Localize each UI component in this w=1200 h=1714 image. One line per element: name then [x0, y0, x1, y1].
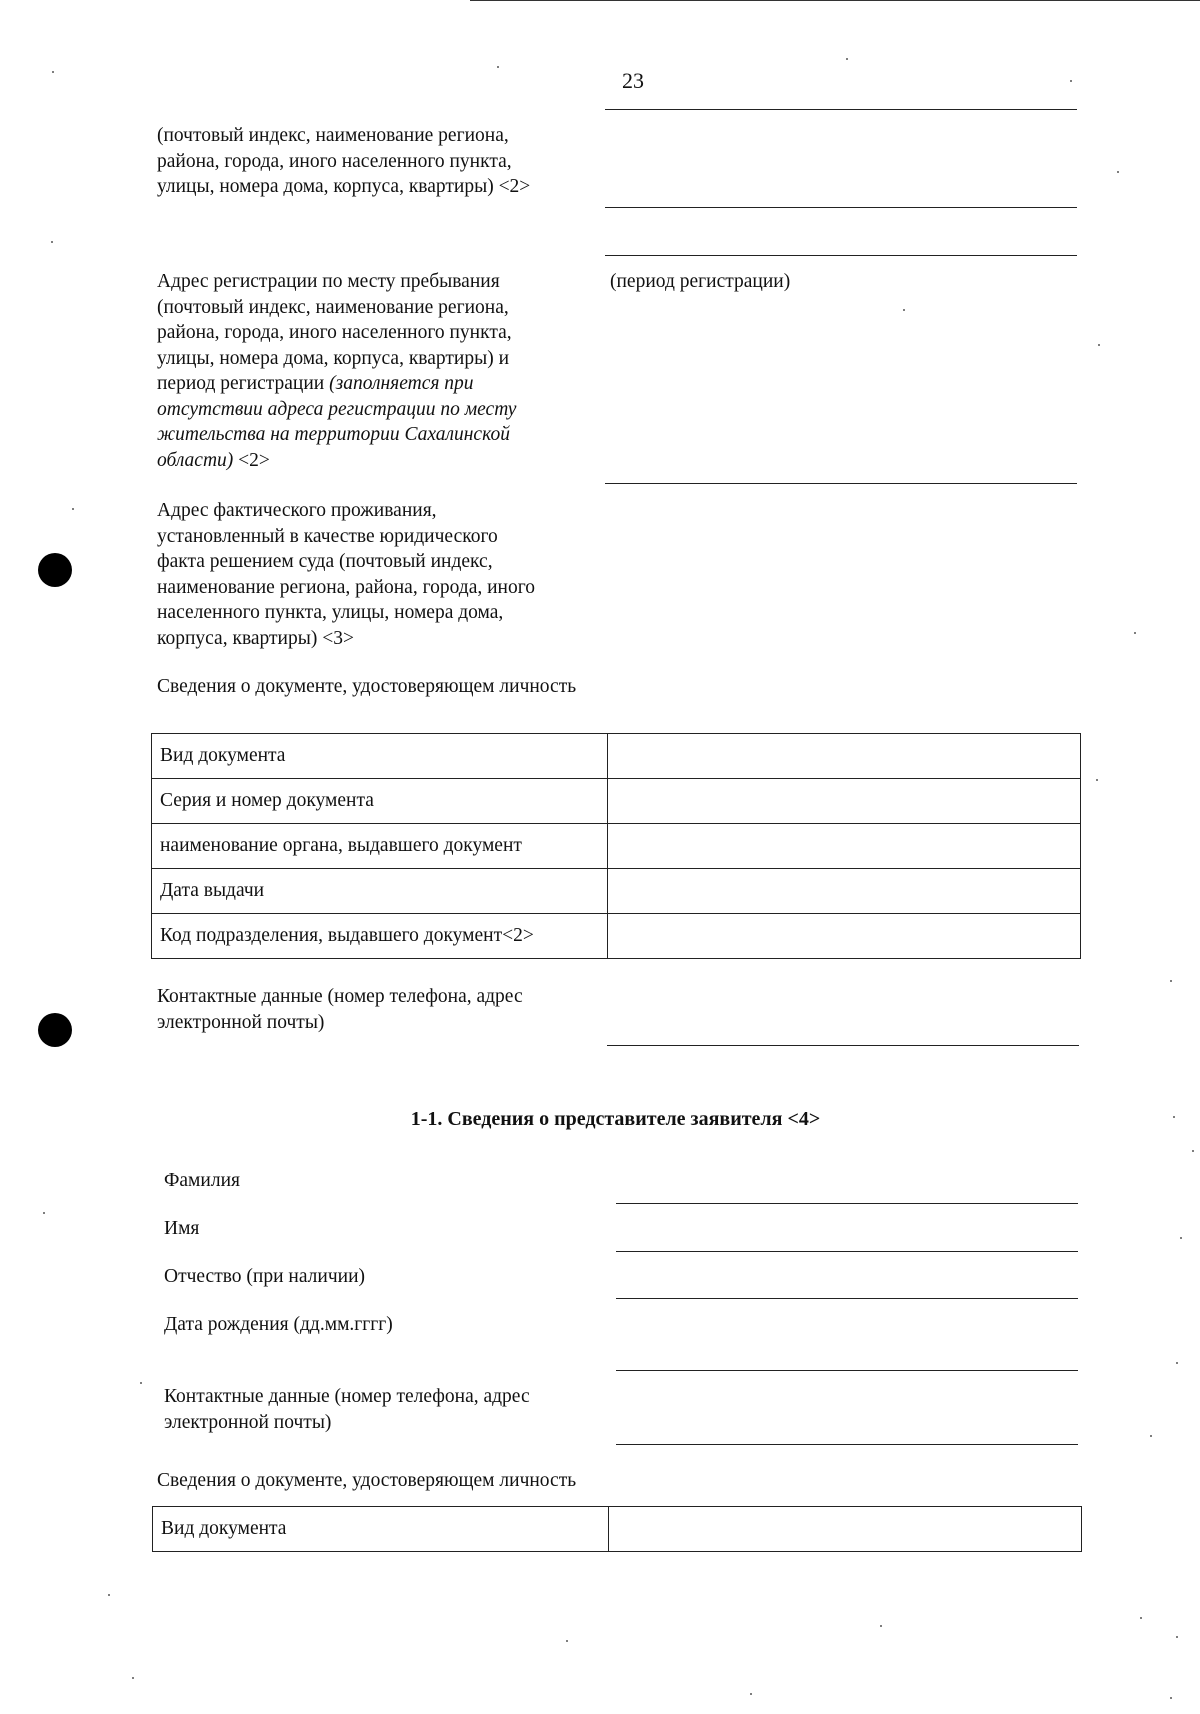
actual-address-line: корпуса, квартиры) <3> [157, 627, 354, 649]
table-row [152, 869, 1081, 914]
scan-speck [72, 508, 74, 510]
actual-address-line: Адрес фактического проживания, [157, 500, 437, 521]
stay-address-input-line[interactable] [605, 483, 1077, 484]
doc-number-field[interactable] [608, 779, 1081, 824]
rep-name-label: Имя [164, 1218, 200, 1239]
scan-top-edge [470, 0, 1200, 1]
table-row [152, 914, 1081, 959]
actual-address-line: наименование региона, района, города, иного [157, 576, 535, 598]
rep-doc-type-label: Вид документа [153, 1507, 609, 1552]
rep-name-input-line[interactable] [616, 1251, 1078, 1252]
scan-speck [1173, 1116, 1175, 1118]
rep-birthdate-input-line[interactable] [616, 1370, 1078, 1371]
rep-doc-type-field[interactable] [609, 1507, 1082, 1552]
scan-speck [1070, 80, 1072, 82]
stay-address-line [157, 448, 516, 474]
scan-speck [108, 1594, 110, 1596]
stay-address-line [157, 397, 516, 423]
contacts-line: Контактные данные (номер телефона, адрес [157, 986, 523, 1007]
table-row [153, 1507, 1082, 1552]
rep-contacts-line: электронной почты) [164, 1411, 332, 1433]
rep-contacts-line: Контактные данные (номер телефона, адрес [164, 1386, 530, 1407]
address-input-line[interactable] [605, 207, 1077, 208]
address-input-line-2[interactable] [605, 255, 1077, 256]
stay-address-line: улицы, номера дома, корпуса, квартиры) и [157, 347, 509, 369]
stay-address-note: отсутствии адреса регистрации по месту [157, 398, 517, 420]
identity-doc-table [151, 733, 1081, 959]
address-hint [157, 123, 530, 200]
scan-speck [140, 1382, 142, 1384]
rep-surname-input-line[interactable] [616, 1203, 1078, 1204]
scan-speck [51, 241, 53, 243]
contacts-label [157, 984, 523, 1035]
identity-doc-title: Сведения о документе, удостоверяющем личность [157, 676, 577, 697]
period-label: (период регистрации) [610, 271, 791, 292]
stay-address-line: Адрес регистрации по месту пребывания [157, 271, 500, 292]
table-row [152, 824, 1081, 869]
scan-speck [497, 66, 499, 68]
stay-address-note: (заполняется при [329, 373, 474, 394]
scan-speck [1140, 1617, 1142, 1619]
scan-speck [1170, 980, 1172, 982]
representative-heading: 1-1. Сведения о представителе заявителя <4> [410, 1108, 821, 1130]
stay-address-text: период регистрации [157, 373, 330, 394]
page-number: 23 [622, 68, 644, 93]
scan-speck [1096, 779, 1098, 781]
scan-speck [1176, 1362, 1178, 1364]
rep-patronymic-label: Отчество (при наличии) [164, 1266, 366, 1287]
rep-contacts-label [164, 1384, 530, 1435]
doc-issuer-field[interactable] [608, 824, 1081, 869]
scan-speck [1180, 1237, 1182, 1239]
address-hint-line: улицы, номера дома, корпуса, квартиры) <2> [157, 176, 531, 197]
table-row [152, 734, 1081, 779]
scan-speck [1192, 1150, 1194, 1152]
doc-issuer-label: наименование органа, выдавшего документ [152, 824, 608, 869]
stay-address-line [157, 371, 516, 397]
scan-speck [52, 71, 54, 73]
rep-patronymic-input-line[interactable] [616, 1298, 1078, 1299]
contacts-line: электронной почты) [157, 1011, 325, 1033]
table-row [152, 779, 1081, 824]
doc-type-label: Вид документа [152, 734, 608, 779]
scan-speck [1176, 1636, 1178, 1638]
actual-address-line: населенного пункта, улицы, номера дома, [157, 602, 504, 623]
stay-address-note: области) [157, 449, 234, 471]
actual-address-line: факта решением суда (почтовый индекс, [157, 551, 493, 572]
scan-speck [132, 1677, 134, 1679]
scan-speck [1098, 344, 1100, 346]
rep-contacts-input-line[interactable] [616, 1444, 1078, 1445]
scan-speck [1150, 1435, 1152, 1437]
address-hint-line: (почтовый индекс, наименование региона, [157, 125, 509, 146]
rep-birthdate-label: Дата рождения (дд.мм.гггг) [164, 1314, 393, 1335]
rep-identity-doc-title: Сведения о документе, удостоверяющем личность [157, 1470, 577, 1491]
stay-address-line: района, города, иного населенного пункта, [157, 322, 512, 343]
scan-speck [1134, 632, 1136, 634]
stay-address-line: (почтовый индекс, наименование региона, [157, 296, 509, 318]
scan-speck [903, 309, 905, 311]
stay-address-note: жительства на территории Сахалинской [157, 424, 510, 445]
scan-speck [750, 1693, 752, 1695]
actual-address-line: установленный в качестве юридического [157, 525, 498, 547]
scan-speck [846, 58, 848, 60]
stay-address-line [157, 422, 516, 448]
stay-address-label [157, 269, 516, 473]
stay-address-text: <2> [233, 449, 270, 471]
scan-speck [1170, 1697, 1172, 1699]
punch-hole [38, 1013, 72, 1047]
address-hint-line: района, города, иного населенного пункта, [157, 150, 512, 172]
doc-issue-date-label: Дата выдачи [152, 869, 608, 914]
rep-surname-label: Фамилия [164, 1170, 240, 1191]
doc-number-label: Серия и номер документа [152, 779, 608, 824]
scan-speck [880, 1625, 882, 1627]
punch-hole [38, 553, 72, 587]
doc-issue-date-field[interactable] [608, 869, 1081, 914]
rep-identity-doc-table [152, 1506, 1082, 1552]
doc-division-code-label: Код подразделения, выдавшего документ<2> [152, 914, 608, 959]
scan-speck [1117, 171, 1119, 173]
scan-speck [43, 1212, 45, 1214]
actual-address-label [157, 498, 535, 651]
scan-speck [566, 1640, 568, 1642]
contacts-input-line[interactable] [607, 1045, 1079, 1046]
doc-type-field[interactable] [608, 734, 1081, 779]
page-number-underline [605, 109, 1077, 110]
doc-division-code-field[interactable] [608, 914, 1081, 959]
